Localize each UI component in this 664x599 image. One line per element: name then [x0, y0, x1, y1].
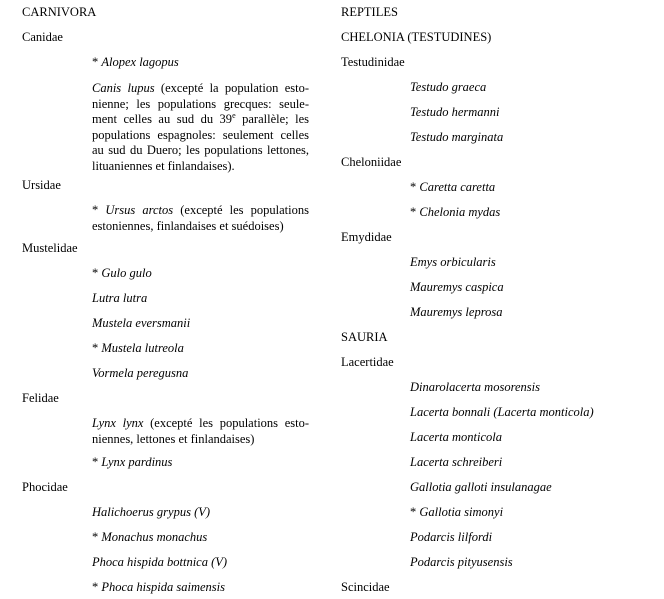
species-gallotia-simonyi	[410, 505, 503, 520]
species-note: nienne; les populations grecques: seule-	[92, 96, 309, 111]
annex-star: *	[92, 341, 99, 355]
annex-star: *	[92, 530, 99, 544]
species-lynx-pardinus	[92, 455, 172, 470]
annex-star: *	[410, 505, 417, 519]
species-name: Caretta caretta	[419, 180, 496, 194]
family-emydidae: Emydidae	[341, 230, 392, 244]
species-name: Canis lupus	[92, 81, 155, 95]
species-canis-lupus	[92, 81, 309, 174]
species-lutra-lutra: Lutra lutra	[92, 291, 148, 305]
species-name: Gallotia simonyi	[419, 505, 504, 519]
species-phoca-saimensis	[92, 580, 225, 595]
family-scincidae: Scincidae	[341, 580, 390, 594]
species-lacerta-schreiberi: Lacerta schreiberi	[410, 455, 503, 469]
species-name: Monachus monachus	[101, 530, 208, 544]
species-caretta-caretta	[410, 180, 495, 195]
family-mustelidae: Mustelidae	[22, 241, 78, 255]
species-name: Phoca hispida saimensis	[101, 580, 225, 594]
family-phocidae: Phocidae	[22, 480, 68, 494]
annex-star: *	[92, 580, 99, 594]
order-heading-chelonia: CHELONIA (TESTUDINES)	[341, 30, 492, 44]
species-lacerta-bonnali: Lacerta bonnali (Lacerta monticola)	[410, 405, 594, 419]
annex-star: *	[410, 205, 417, 219]
family-ursidae: Ursidae	[22, 178, 61, 192]
annex-star: *	[92, 55, 99, 69]
species-mauremys-leprosa: Mauremys leprosa	[410, 305, 503, 319]
species-mauremys-caspica: Mauremys caspica	[410, 280, 504, 294]
family-felidae: Felidae	[22, 391, 59, 405]
species-note: niennes, lettones et finlandaises)	[92, 431, 255, 446]
species-name: Alopex lagopus	[101, 55, 179, 69]
species-name: Mustela lutreola	[101, 341, 184, 355]
species-name: Lynx pardinus	[101, 455, 173, 469]
species-gulo-gulo	[92, 266, 152, 281]
species-name: Chelonia mydas	[419, 205, 501, 219]
class-heading-reptiles: REPTILES	[341, 5, 398, 19]
species-mustela-eversmanii: Mustela eversmanii	[92, 316, 191, 330]
species-vormela-peregusna: Vormela peregusna	[92, 366, 189, 380]
species-ursus-arctos	[92, 203, 309, 234]
species-note: parallèle; les	[235, 112, 309, 126]
species-note: (excepté les populations esto-	[143, 416, 310, 430]
family-canidae: Canidae	[22, 30, 63, 44]
species-alopex-lagopus	[92, 55, 179, 70]
family-lacertidae: Lacertidae	[341, 355, 394, 369]
species-podarcis-pityusensis: Podarcis pityusensis	[410, 555, 513, 569]
species-note: populations espagnoles: seulement celles	[92, 127, 309, 142]
species-testudo-hermanni: Testudo hermanni	[410, 105, 500, 119]
superscript: e	[232, 110, 236, 120]
species-note: (excepté les populations	[173, 203, 309, 217]
family-testudinidae: Testudinidae	[341, 55, 405, 69]
family-cheloniidae: Cheloniidae	[341, 155, 402, 169]
species-note: au sud du Duero; les populations	[92, 143, 263, 157]
species-note: lettones, lituaniennes et finlandaises).	[92, 143, 310, 173]
annex-star: *	[410, 180, 417, 194]
species-lacerta-monticola: Lacerta monticola	[410, 430, 503, 444]
species-emys-orbicularis: Emys orbicularis	[410, 255, 496, 269]
species-testudo-marginata: Testudo marginata	[410, 130, 504, 144]
species-dinarolacerta-mosorensis: Dinarolacerta mosorensis	[410, 380, 540, 394]
order-heading-carnivora: CARNIVORA	[22, 5, 97, 19]
species-name: Ursus arctos	[105, 203, 174, 217]
annex-star: *	[92, 455, 99, 469]
species-phoca-bottnica: Phoca hispida bottnica (V)	[92, 555, 228, 569]
annex-star: *	[92, 203, 99, 217]
order-heading-sauria: SAURIA	[341, 330, 388, 344]
species-name: Lynx lynx	[92, 416, 144, 430]
species-monachus-monachus	[92, 530, 207, 545]
species-gallotia-galloti: Gallotia galloti insulanagae	[410, 480, 552, 494]
species-note: (excepté la population esto-	[154, 81, 309, 95]
species-testudo-graeca: Testudo graeca	[410, 80, 487, 94]
species-chelonia-mydas	[410, 205, 500, 220]
species-lynx-lynx	[92, 416, 309, 447]
annex-star: *	[92, 266, 99, 280]
species-mustela-lutreola	[92, 341, 184, 356]
species-note: estoniennes, finlandaises et suédoises)	[92, 218, 284, 233]
species-name: Gulo gulo	[101, 266, 152, 280]
species-halichoerus-grypus: Halichoerus grypus (V)	[92, 505, 211, 519]
species-podarcis-lilfordi: Podarcis lilfordi	[410, 530, 493, 544]
species-note: ment celles au sud du 39	[92, 112, 233, 126]
